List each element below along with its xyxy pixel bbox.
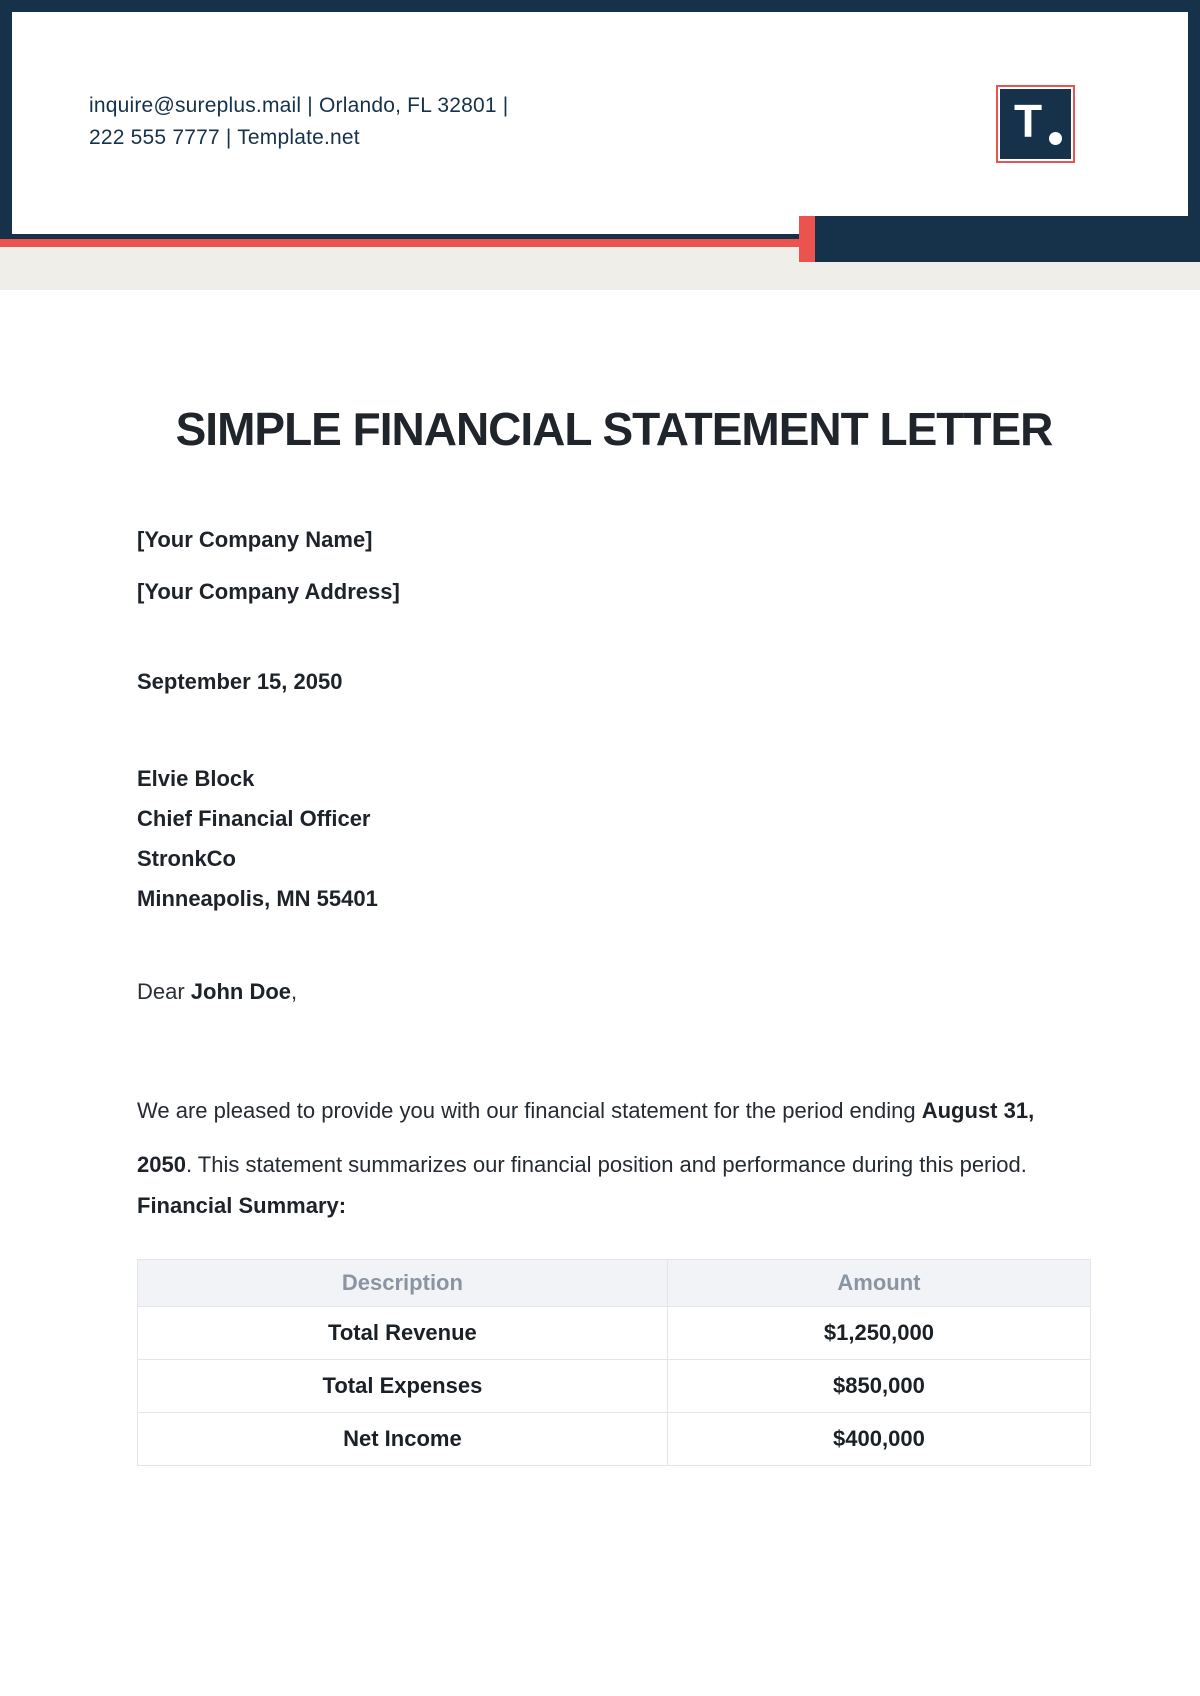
table-row [138,1413,1091,1466]
salutation-prefix: Dear [137,979,191,1004]
table-cell: Total Expenses [138,1360,668,1413]
header-navy-accent-block [815,216,1200,262]
brand-logo-letter: T [1014,95,1043,147]
letter-body-paragraph [137,1084,1082,1192]
recipient-line: StronkCo [137,846,236,871]
contact-line-2: 222 555 7777 | Template.net [89,126,360,149]
letter-content [137,290,1091,1466]
header-red-connector [799,216,815,262]
recipient-line: Elvie Block [137,766,255,791]
company-address-placeholder: [Your Company Address] [137,579,400,604]
financial-summary-heading: Financial Summary: [137,1193,347,1218]
table-body [138,1307,1091,1466]
company-name-placeholder: [Your Company Name] [137,527,373,552]
salutation-suffix: , [291,979,298,1004]
salutation [137,979,1091,1005]
letter-date: September 15, 2050 [137,669,343,694]
financial-summary-table [137,1259,1091,1466]
brand-logo-box [1000,89,1071,159]
table-cell: $850,000 [667,1360,1090,1413]
recipient-line: Chief Financial Officer [137,806,371,831]
recipient-block [137,759,1091,919]
table-header-description: Description [138,1260,668,1307]
table-cell: $400,000 [667,1413,1090,1466]
paragraph-text: . This statement summarizes our financial position and performance during this period. [185,1152,1027,1177]
brand-logo-dot-icon [1049,132,1062,145]
contact-info [89,90,508,154]
recipient-line: Minneapolis, MN 55401 [137,886,378,911]
page-title: SIMPLE FINANCIAL STATEMENT LETTER [175,403,1053,455]
table-cell: Net Income [138,1413,668,1466]
header-red-bar [0,239,807,247]
table-cell: Total Revenue [138,1307,668,1360]
salutation-name: John Doe [190,979,292,1004]
contact-line-1: inquire@sureplus.mail | Orlando, FL 32801 | [89,94,509,117]
paragraph-text: We are pleased to provide you with our financial statement for the period ending [137,1098,922,1123]
brand-logo [996,85,1075,163]
table-cell: $1,250,000 [667,1307,1090,1360]
table-header-row [138,1260,1091,1307]
table-row [138,1360,1091,1413]
table-row [138,1307,1091,1360]
paragraph-bold-text: August 31, 2050 [137,1098,1035,1177]
table-header-amount: Amount [667,1260,1090,1307]
